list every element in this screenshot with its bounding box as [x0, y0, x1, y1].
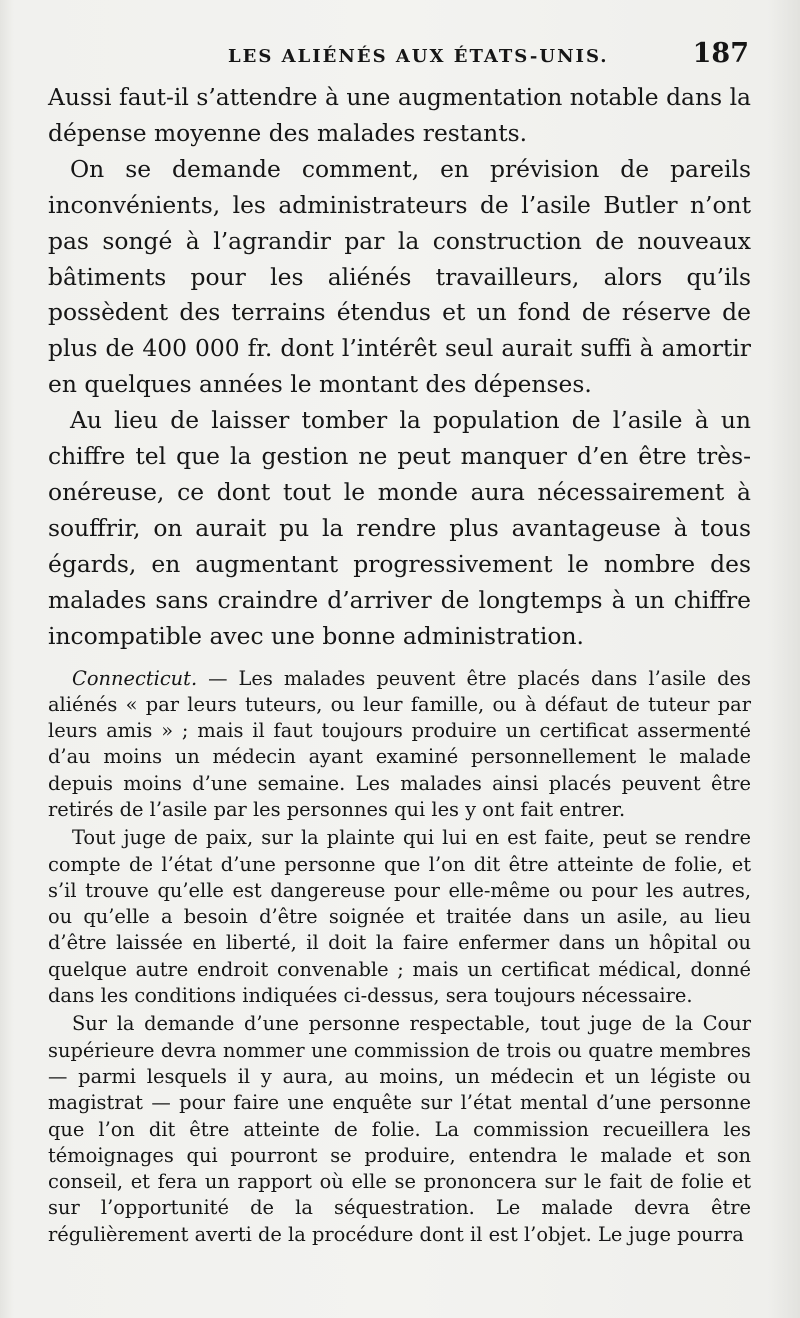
state-name: Connecticut.	[72, 666, 198, 690]
small-paragraph	[48, 1011, 751, 1248]
small-paragraph	[48, 666, 751, 824]
small-paragraph-text: Sur la demande d’une personne respectable, tout juge de la Cour supérieure devra nommer une commission de trois ou quatre membres — parmi lesquels il y aura, au moins, un médecin et un légiste ou magistrat — pour faire une enquête sur l’état mental d’une personne que l’on dit être atteinte de folie. La commission recueillera les témoignages qui pourront se produire, entendra le malade et son conseil, et fera un rapport où elle se prononcera sur le fait de folie et sur l’opportunité de la séquestration. Le malade devra être régulièrement averti de la procédure dont il est l’objet. Le juge pourra	[48, 1012, 751, 1246]
small-print-section	[48, 666, 751, 1249]
page-number: 187	[692, 38, 749, 69]
small-paragraph-text: — Les malades peuvent être placés dans l’asile des aliénés « par leurs tuteurs, ou leur famille, ou à défaut de tuteur par leurs amis » ; mais il faut toujours produire un certificat assermenté d’au moins un médecin ayant examiné personnellement le malade depuis moins d’une semaine. Les malades ainsi placés peuvent être retirés de l’asile par les personnes qui les y ont fait entrer.	[48, 666, 751, 821]
paragraph: On se demande comment, en prévision de pareils inconvénients, les administrateurs de l’asile Butler n’ont pas songé à l’agrandir par la construction de nouveaux bâtiments pour les aliénés travailleurs, alors qu’ils possèdent des terrains étendus et un fond de réserve de plus de 400 000 fr. dont l’intérêt seul aurait suffi à amortir en quelques années le montant des dépenses.	[48, 154, 751, 399]
paragraph-continued: Aussi faut-il s’attendre à une augmentation notable dans la dépense moyenne des malades restants.	[48, 83, 751, 147]
page-body	[48, 80, 751, 1248]
page-header	[48, 38, 751, 74]
paragraph: Au lieu de laisser tomber la population de l’asile à un chiffre tel que la gestion ne peut manquer d’en être très-onéreuse, ce dont tout le monde aura nécessairement à souffrir, on aurait pu la rendre plus avantageuse à tous égards, en augmentant progressivement le nombre des malades sans craindre d’arriver de longtemps à un chiffre incompatible avec une bonne administration.	[48, 406, 751, 650]
small-paragraph	[48, 825, 751, 1009]
small-paragraph-text: Tout juge de paix, sur la plainte qui lui en est faite, peut se rendre compte de l’état d’une personne que l’on dit être atteinte de folie, et s’il trouve qu’elle est dangereuse pour elle-même ou pour les autres, ou qu’elle a besoin d’être soignée et traitée dans un asile, au lieu d’être laissée en liberté, il doit la faire enfermer dans un hôpital ou quelque autre endroit convenable ; mais un certificat médical, donné dans les conditions indiquées ci-dessus, sera toujours nécessaire.	[48, 826, 751, 1008]
running-head: LES ALIÉNÉS AUX ÉTATS-UNIS.	[228, 46, 609, 67]
main-text	[48, 80, 751, 655]
